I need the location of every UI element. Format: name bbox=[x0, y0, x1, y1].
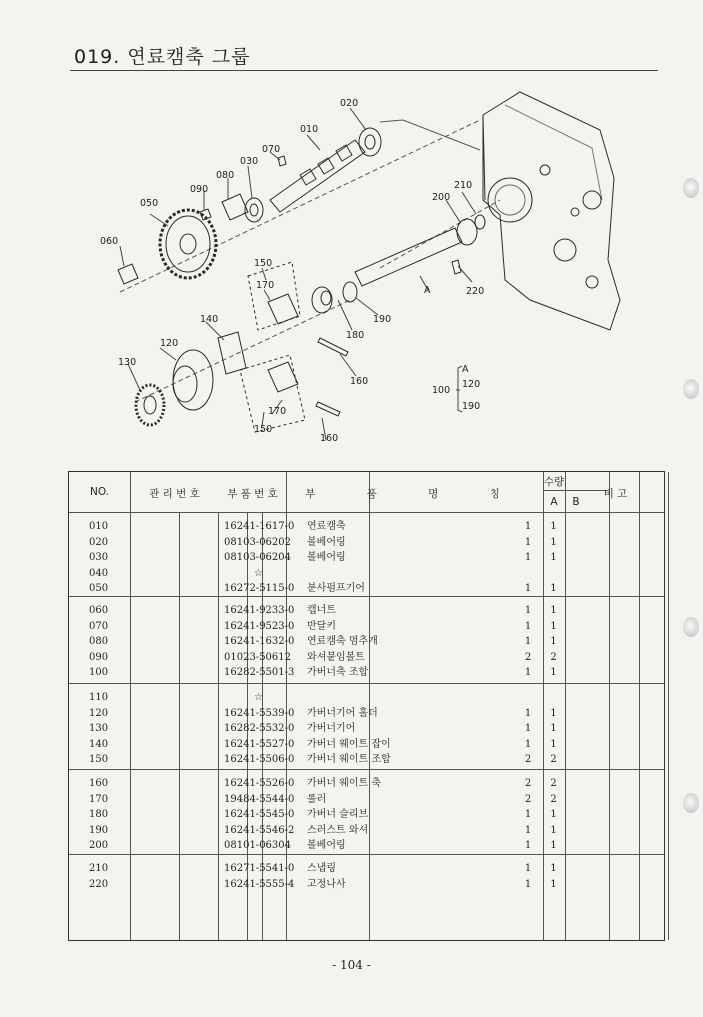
part-number: ☆ bbox=[254, 567, 263, 579]
fuel-camshaft bbox=[270, 140, 365, 212]
callout-220: 220 bbox=[466, 286, 485, 297]
quantity-b: 1 bbox=[550, 667, 557, 679]
part-number-index: 090 bbox=[89, 651, 109, 663]
part-name: 가버너기어 bbox=[307, 723, 356, 735]
quantity-a: 1 bbox=[524, 878, 532, 890]
part-name: 롤러 bbox=[307, 793, 327, 805]
quantity-b: 2 bbox=[550, 793, 557, 805]
part-number: 16241-5527-0 bbox=[224, 738, 295, 750]
header-qty-a: A bbox=[550, 496, 558, 508]
camshaft-stopper bbox=[222, 194, 248, 220]
table-row bbox=[69, 603, 664, 619]
part-number: 08103-06202 bbox=[224, 536, 292, 548]
quantity-b: 1 bbox=[550, 620, 557, 632]
table-row bbox=[69, 519, 664, 535]
callout-A-group: A bbox=[462, 364, 469, 375]
callout-050: 050 bbox=[140, 198, 159, 209]
part-number-index: 200 bbox=[89, 840, 109, 852]
header-note: 비 고 bbox=[603, 488, 628, 500]
part-number-index: 080 bbox=[89, 636, 109, 648]
quantity-a: 1 bbox=[524, 583, 532, 595]
quantity-a: 1 bbox=[524, 620, 532, 632]
table-row bbox=[69, 877, 664, 893]
table-row bbox=[69, 807, 664, 823]
part-number: 16241-1632-0 bbox=[224, 636, 295, 648]
page-number: - 104 - bbox=[332, 958, 371, 972]
quantity-b: 1 bbox=[550, 605, 557, 616]
callout-120: 120 bbox=[160, 338, 179, 349]
callout-060: 060 bbox=[100, 236, 119, 247]
page-title: 019. 연료캠축 그룹 bbox=[74, 46, 251, 68]
part-number: 16241-5545-0 bbox=[224, 809, 295, 821]
quantity-b: 1 bbox=[550, 536, 557, 548]
part-number-index: 020 bbox=[89, 536, 109, 548]
part-number: 19484-5544-0 bbox=[224, 793, 295, 805]
callout-190-group: 190 bbox=[462, 401, 481, 412]
quantity-b: 1 bbox=[550, 583, 557, 595]
quantity-a: 1 bbox=[524, 667, 532, 679]
part-number-index: 070 bbox=[89, 620, 109, 632]
quantity-a: 1 bbox=[524, 552, 532, 564]
quantity-a: 1 bbox=[524, 809, 532, 821]
part-number-index: 100 bbox=[89, 667, 109, 679]
quantity-a: 1 bbox=[524, 840, 532, 852]
table-row bbox=[69, 721, 664, 737]
part-number: 08103-06204 bbox=[224, 552, 292, 564]
table-row bbox=[69, 619, 664, 635]
title-divider bbox=[70, 70, 658, 71]
callout-160-upper: 160 bbox=[350, 376, 369, 387]
part-number-index: 220 bbox=[89, 878, 109, 890]
set-screw bbox=[452, 260, 461, 274]
weight-pin-lower bbox=[316, 402, 340, 416]
quantity-b: 1 bbox=[550, 723, 557, 735]
governor-shaft bbox=[355, 228, 462, 286]
quantity-b: 1 bbox=[550, 521, 557, 532]
part-name: 캡너트 bbox=[307, 605, 336, 616]
callout-200: 200 bbox=[432, 192, 451, 203]
quantity-b: 1 bbox=[550, 878, 557, 890]
quantity-a: 1 bbox=[524, 605, 532, 616]
part-number: 16241-1617-0 bbox=[224, 521, 295, 532]
table-row bbox=[69, 776, 664, 792]
table-row bbox=[69, 706, 664, 722]
exploded-parts-diagram bbox=[0, 80, 660, 460]
callout-130: 130 bbox=[118, 357, 137, 368]
injection-pump-gear bbox=[160, 210, 216, 278]
table-row bbox=[69, 861, 664, 877]
part-name: 볼베어링 bbox=[307, 536, 346, 548]
part-number-index: 180 bbox=[89, 809, 109, 821]
part-name: 와셔붙임볼트 bbox=[307, 651, 365, 663]
quantity-a: 1 bbox=[524, 636, 532, 648]
quantity-b: 2 bbox=[550, 754, 557, 766]
part-number: 16271-5541-0 bbox=[224, 863, 295, 874]
quantity-b: 2 bbox=[550, 651, 557, 663]
part-number: 01023-50612 bbox=[224, 651, 292, 663]
header-part-no: 부 품 번 호 bbox=[227, 488, 278, 500]
weight-pin-upper bbox=[318, 338, 348, 356]
callout-180: 180 bbox=[346, 330, 365, 341]
table-row bbox=[69, 581, 664, 597]
binder-hole bbox=[683, 617, 699, 637]
binder-hole bbox=[683, 793, 699, 813]
callout-150: 150 bbox=[254, 258, 273, 269]
table-row bbox=[69, 535, 664, 551]
woodruff-key bbox=[278, 156, 286, 166]
table-row bbox=[69, 690, 664, 706]
callout-010: 010 bbox=[300, 124, 319, 135]
header-quantity: 수량 bbox=[543, 476, 565, 488]
quantity-b: 1 bbox=[550, 840, 557, 852]
table-row bbox=[69, 752, 664, 768]
part-number-index: 130 bbox=[89, 723, 109, 735]
part-number: 16241-5526-0 bbox=[224, 778, 295, 789]
part-number: 16241-5546-2 bbox=[224, 824, 295, 836]
quantity-a: 1 bbox=[524, 707, 532, 719]
part-name: 분사펌프기어 bbox=[307, 583, 365, 595]
quantity-a: 2 bbox=[524, 778, 532, 789]
header-no: NO. bbox=[89, 486, 110, 498]
callout-190: 190 bbox=[373, 314, 392, 325]
thrust-washer bbox=[343, 282, 357, 302]
quantity-a: 1 bbox=[524, 521, 532, 532]
part-name: 가버너축 조합 bbox=[307, 667, 369, 679]
part-number-index: 170 bbox=[89, 793, 109, 805]
quantity-a: 1 bbox=[524, 536, 532, 548]
table-row bbox=[69, 634, 664, 650]
part-number-index: 160 bbox=[89, 778, 109, 789]
quantity-a: 2 bbox=[524, 754, 532, 766]
ball-bearing-030 bbox=[245, 198, 263, 222]
part-name: 스러스트 와셔 bbox=[307, 824, 369, 836]
quantity-b: 1 bbox=[550, 824, 557, 836]
part-number: 16241-9523-0 bbox=[224, 620, 295, 632]
quantity-a: 1 bbox=[524, 723, 532, 735]
part-number: 16241-5506-0 bbox=[224, 754, 295, 766]
part-number-index: 140 bbox=[89, 738, 109, 750]
part-name: 반달키 bbox=[307, 620, 336, 632]
table-row bbox=[69, 650, 664, 666]
part-name: 가버너기어 홀더 bbox=[307, 707, 378, 719]
part-number-index: 060 bbox=[89, 605, 109, 616]
callout-160-lower: 160 bbox=[320, 433, 339, 444]
binder-hole bbox=[683, 178, 699, 198]
governor-weight-lower bbox=[268, 362, 298, 392]
part-number: 08101-06304 bbox=[224, 840, 292, 852]
part-name: 가버너 웨이트 축 bbox=[307, 778, 381, 789]
part-number-index: 150 bbox=[89, 754, 109, 766]
part-number-index: 040 bbox=[89, 567, 109, 579]
ball-bearing-200 bbox=[457, 219, 477, 245]
callout-150-lower: 150 bbox=[254, 424, 273, 435]
header-part-name: 부 품 명 칭 bbox=[305, 488, 524, 500]
header-management-no: 관 리 번 호 bbox=[149, 488, 200, 500]
part-number-index: 010 bbox=[89, 521, 109, 532]
part-name: 가버너 웨이트 잡이 bbox=[307, 738, 391, 750]
part-name: 연료캠축 멈추개 bbox=[307, 636, 378, 648]
quantity-a: 1 bbox=[524, 863, 532, 874]
part-name: 가버너 슬리브 bbox=[307, 809, 369, 821]
callout-030: 030 bbox=[240, 156, 259, 167]
quantity-b: 1 bbox=[550, 636, 557, 648]
part-number: 16241-5539-0 bbox=[224, 707, 295, 719]
part-name: 스냅링 bbox=[307, 863, 336, 874]
binder-hole bbox=[683, 379, 699, 399]
table-row bbox=[69, 838, 664, 854]
part-number: ☆ bbox=[254, 692, 263, 703]
header-qty-b: B bbox=[572, 496, 580, 508]
table-row bbox=[69, 550, 664, 566]
quantity-b: 1 bbox=[550, 809, 557, 821]
binder-holes bbox=[682, 0, 703, 1017]
part-number-index: 050 bbox=[89, 583, 109, 595]
governor-gear-holder bbox=[173, 350, 213, 410]
table-row bbox=[69, 737, 664, 753]
callout-210: 210 bbox=[454, 180, 473, 191]
part-number: 16241-5555-4 bbox=[224, 878, 295, 890]
table-row bbox=[69, 566, 664, 582]
part-number-index: 210 bbox=[89, 863, 109, 874]
callout-140: 140 bbox=[200, 314, 219, 325]
part-number: 16282-5532-0 bbox=[224, 723, 295, 735]
parts-table bbox=[68, 471, 665, 941]
part-name: 가버너 웨이트 조합 bbox=[307, 754, 391, 766]
quantity-a: 2 bbox=[524, 651, 532, 663]
table-row bbox=[69, 792, 664, 808]
callout-A: A bbox=[424, 285, 431, 296]
quantity-b: 1 bbox=[550, 707, 557, 719]
part-name: 고정나사 bbox=[307, 878, 346, 890]
part-number: 16272-5115-0 bbox=[224, 583, 295, 595]
callout-170: 170 bbox=[256, 280, 275, 291]
callout-090: 090 bbox=[190, 184, 209, 195]
snap-ring bbox=[475, 215, 485, 229]
part-number: 16241-9233-0 bbox=[224, 605, 295, 616]
quantity-a: 2 bbox=[524, 793, 532, 805]
callout-100: 100 bbox=[432, 385, 451, 396]
callout-020: 020 bbox=[340, 98, 359, 109]
callout-080: 080 bbox=[216, 170, 235, 181]
callout-120-group: 120 bbox=[462, 379, 481, 390]
part-number-index: 190 bbox=[89, 824, 109, 836]
quantity-b: 1 bbox=[550, 552, 557, 564]
governor-weight-upper bbox=[268, 294, 298, 324]
governor-sleeve bbox=[312, 287, 332, 313]
ball-bearing-020 bbox=[359, 128, 381, 156]
quantity-b: 2 bbox=[550, 778, 557, 789]
table-row bbox=[69, 823, 664, 839]
table-row bbox=[69, 665, 664, 681]
governor-gear bbox=[136, 385, 164, 425]
part-number-index: 120 bbox=[89, 707, 109, 719]
part-number-index: 110 bbox=[89, 692, 109, 703]
callout-170-lower: 170 bbox=[268, 406, 287, 417]
quantity-b: 1 bbox=[550, 863, 557, 874]
quantity-a: 1 bbox=[524, 738, 532, 750]
callout-070: 070 bbox=[262, 144, 281, 155]
part-name: 볼베어링 bbox=[307, 552, 346, 564]
part-number: 16282-5501-3 bbox=[224, 667, 295, 679]
quantity-b: 1 bbox=[550, 738, 557, 750]
part-number-index: 030 bbox=[89, 552, 109, 564]
quantity-a: 1 bbox=[524, 824, 532, 836]
cap-nut bbox=[118, 264, 138, 284]
part-name: 연료캠축 bbox=[307, 521, 346, 532]
part-name: 볼베어링 bbox=[307, 840, 346, 852]
